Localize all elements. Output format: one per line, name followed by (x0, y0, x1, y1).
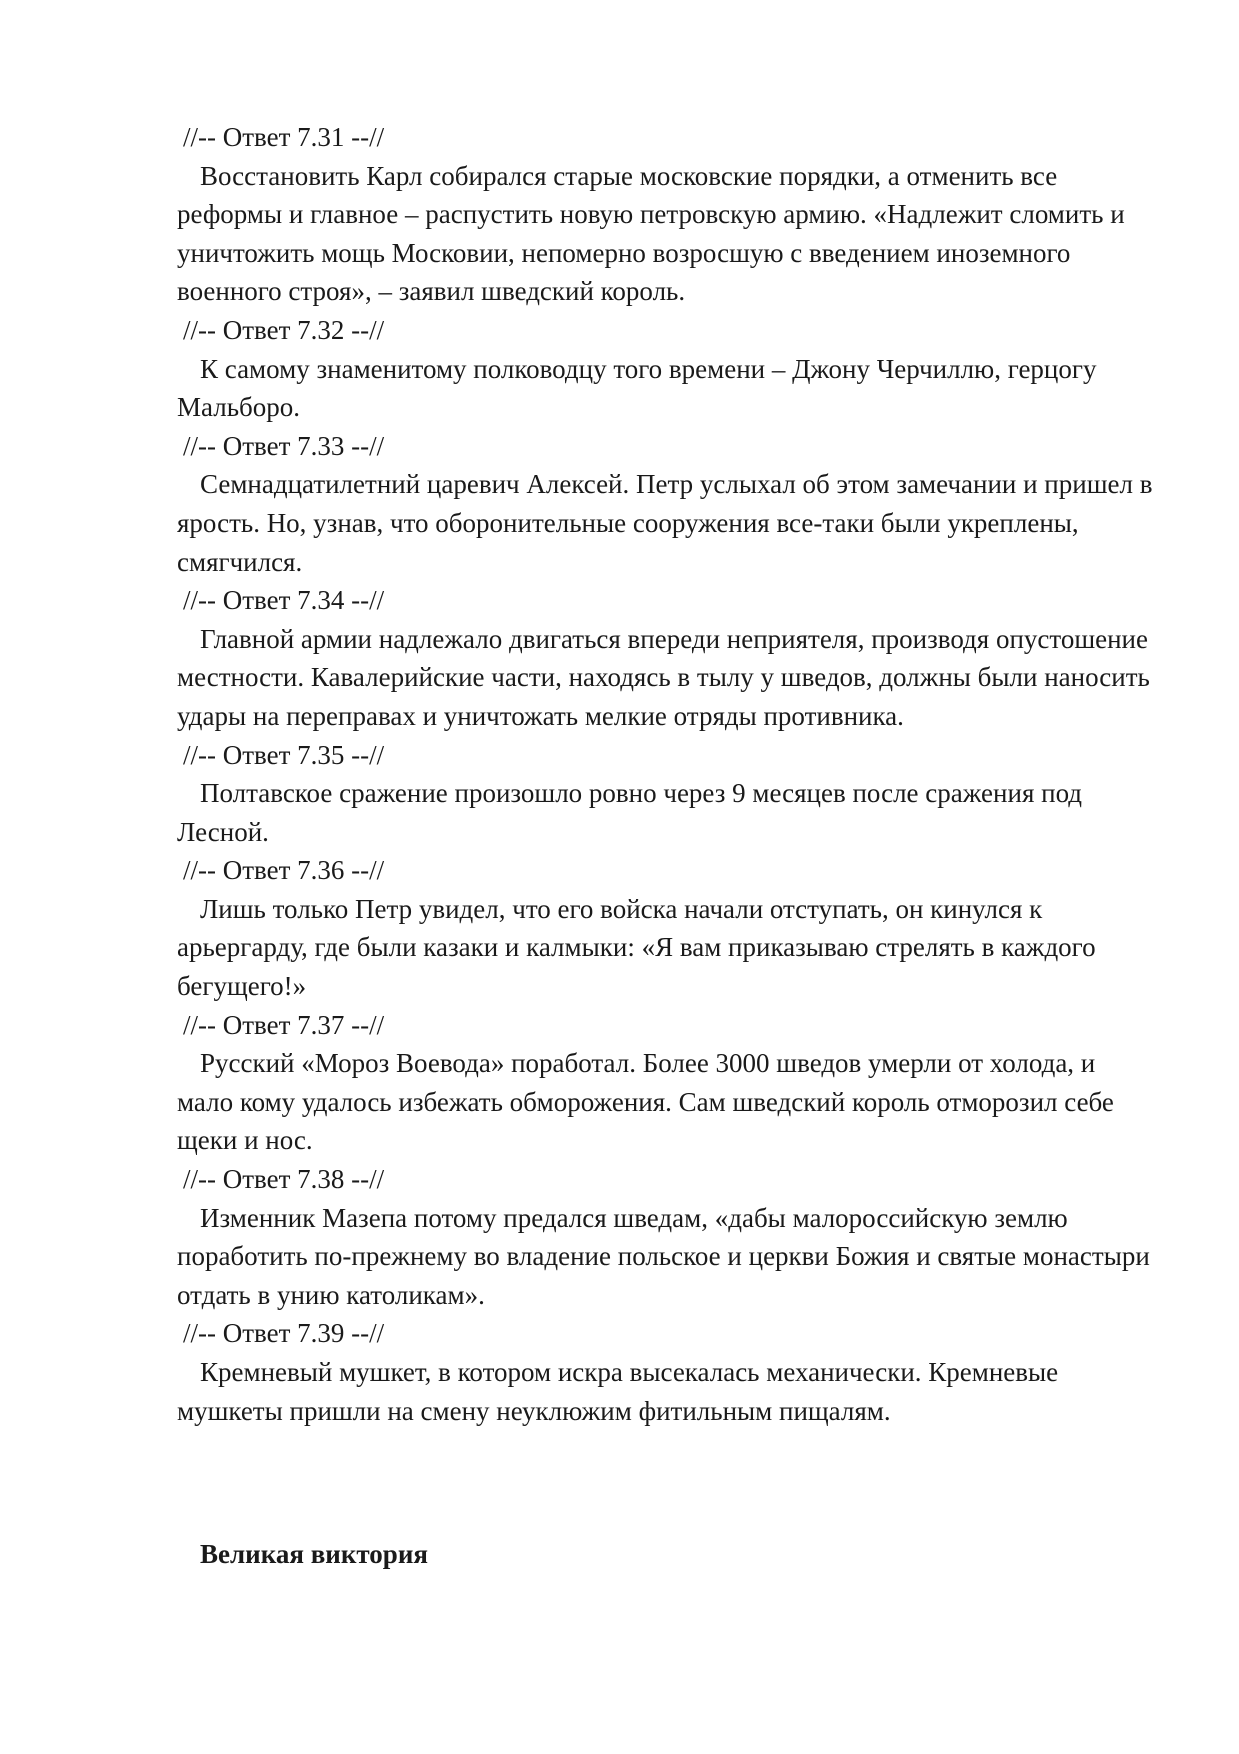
section-heading: Великая виктория (200, 1539, 428, 1569)
answer-marker: //-- Ответ 7.31 --// (183, 122, 385, 152)
answer-marker: //-- Ответ 7.32 --// (183, 314, 385, 345)
answer-marker: //-- Ответ 7.33 --// (183, 430, 385, 461)
answer-paragraph: Русский «Мороз Воевода» поработал. Более 3000 шведов умерли от холода, и мало кому удалось избежать обморожения. Сам шведский король отморозил себе щеки и нос. (177, 1048, 1114, 1156)
answer-marker: //-- Ответ 7.37 --// (183, 1009, 385, 1040)
answer-paragraph: К самому знаменитому полководцу того времени – Джону Черчиллю, герцогу Мальборо. (177, 353, 1097, 423)
answer-marker: //-- Ответ 7.38 --// (183, 1164, 385, 1195)
answer-marker: //-- Ответ 7.34 --// (183, 585, 385, 616)
answer-marker: //-- Ответ 7.39 --// (183, 1318, 385, 1349)
answer-paragraph: Изменник Мазепа потому предался шведам, «дабы малороссийскую землю поработить по-прежнему во владение польское и церкви Божия и святые монастыри отдать в унию католикам». (177, 1202, 1150, 1310)
answer-marker: //-- Ответ 7.35 --// (183, 739, 385, 770)
answer-paragraph: Семнадцатилетний царевич Алексей. Петр услыхал об этом замечании и пришел в ярость. Но, узнав, что оборонительные сооружения все-таки были укреплены, смягчился. (177, 469, 1153, 577)
answer-paragraph: Лишь только Петр увидел, что его войска начали отступать, он кинулся к арьергарду, где были казаки и калмыки: «Я вам приказываю стрелять в каждого бегущего!» (177, 893, 1096, 1002)
answer-paragraph: Полтавское сражение произошло ровно через 9 месяцев после сражения под Лесной. (177, 778, 1083, 847)
answer-marker: //-- Ответ 7.36 --// (183, 855, 385, 886)
answer-paragraph: Главной армии надлежало двигаться впереди неприятеля, производя опустошение местности. Кавалерийские части, находясь в тылу у шведов, должны были наносить удары на переправах и уничтожать мелкие отряды противника. (177, 623, 1150, 731)
answer-paragraph: Восстановить Карл собирался старые московские порядки, а отменить все реформы и главное – распустить новую петровскую армию. «Надлежит сломить и уничтожить мощь Московии, непомерно возросшую с введением иноземного военного строя», – заявил шведский король. (177, 160, 1125, 307)
answers-list (177, 118, 1157, 1430)
answer-paragraph: Кремневый мушкет, в котором искра высекалась механически. Кремневые мушкеты пришли на смену неуклюжим фитильным пищалям. (177, 1357, 1059, 1426)
